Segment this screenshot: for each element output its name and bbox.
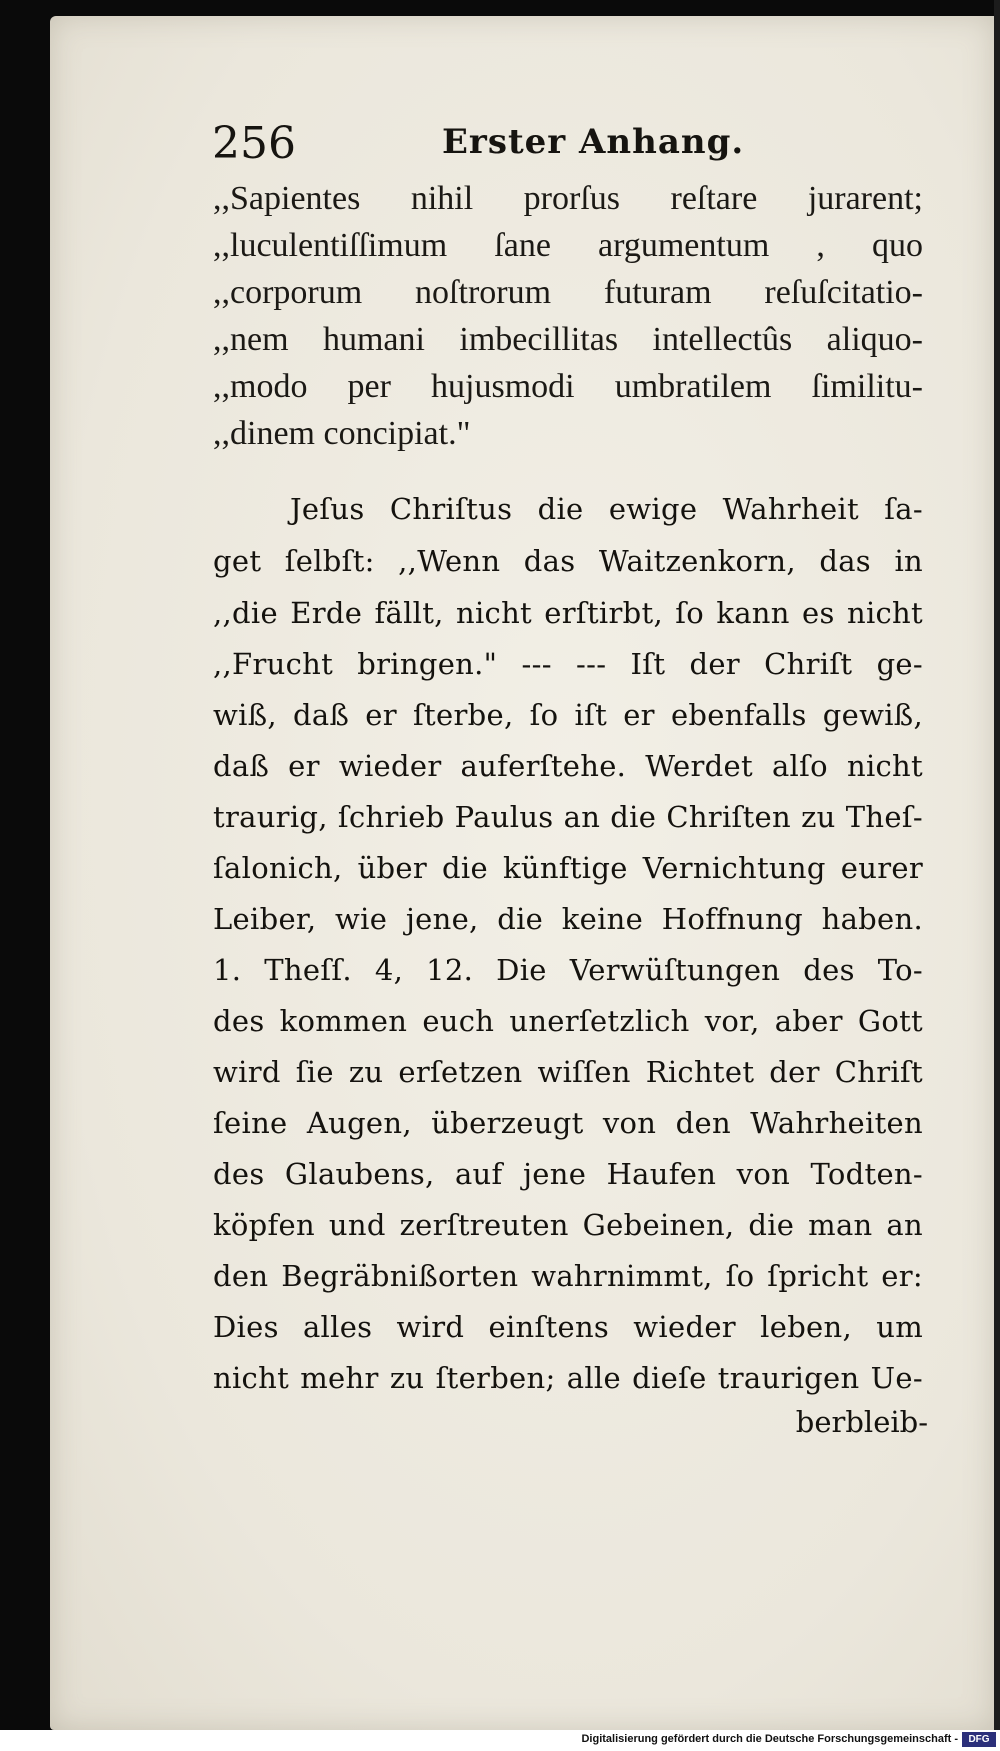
digitization-footer [0, 1730, 1000, 1751]
german-line: ,,Frucht bringen." --- --- Iſt der Chriſt ge- [213, 647, 923, 681]
german-line: nicht mehr zu ſterben; alle dieſe traurigen Ue- [213, 1361, 923, 1395]
german-line: Jeſus Chriſtus die ewige Wahrheit ſa- [290, 492, 923, 526]
german-line: get ſelbſt: ,,Wenn das Waitzenkorn, das in [213, 544, 923, 578]
latin-line: ,,modo per hujusmodi umbratilem ſimilitu- [213, 368, 923, 405]
german-line: des Glaubens, auf jene Haufen von Todten- [213, 1157, 923, 1191]
latin-line: ,,luculentiſſimum ſane argumentum , quo [213, 227, 923, 264]
german-line: ſeine Augen, überzeugt von den Wahrheiten [213, 1106, 923, 1140]
german-line: Dies alles wird einſtens wieder leben, um [213, 1310, 923, 1344]
page-number: 256 [212, 118, 296, 169]
german-line: ſalonich, über die künftige Vernichtung eurer [213, 851, 923, 885]
page-header [212, 118, 912, 178]
catchword: berbleib- [795, 1405, 928, 1439]
dfg-logo: DFG [962, 1732, 996, 1747]
scan-edge [994, 0, 1000, 1730]
german-line: des kommen euch unerſetzlich vor, aber Gott [213, 1004, 923, 1038]
german-line: Leiber, wie jene, die keine Hoffnung haben. [213, 902, 923, 936]
german-line: traurig, ſchrieb Paulus an die Chriſten zu Theſ- [213, 800, 923, 834]
german-line: köpfen und zerſtreuten Gebeinen, die man an [213, 1208, 923, 1242]
german-line: wird ſie zu erſetzen wiſſen Richtet der Chriſt [213, 1055, 923, 1089]
german-line: ,,die Erde fällt, nicht erſtirbt, ſo kann es nicht [213, 596, 923, 630]
german-line: den Begräbnißorten wahrnimmt, ſo ſpricht er: [213, 1259, 923, 1293]
latin-line: ,,corporum noſtrorum futuram reſuſcitatio- [213, 274, 923, 311]
german-line: daß er wieder auferſtehe. Werdet alſo nicht [213, 749, 923, 783]
latin-line: ,,nem humani imbecillitas intellectûs aliquo- [213, 321, 923, 358]
german-line: 1. Theſſ. 4, 12. Die Verwüſtungen des To- [213, 953, 923, 987]
german-line: wiß, daß er ſterbe, ſo iſt er ebenfalls gewiß, [213, 698, 923, 732]
latin-line: ,,dinem concipiat." [213, 415, 471, 452]
latin-line: ,,Sapientes nihil prorſus reſtare jurarent; [213, 180, 923, 217]
running-head: Erster Anhang. [442, 122, 745, 162]
footer-credit: Digitalisierung gefördert durch die Deutsche Forschungsgemeinschaft - [581, 1733, 958, 1745]
